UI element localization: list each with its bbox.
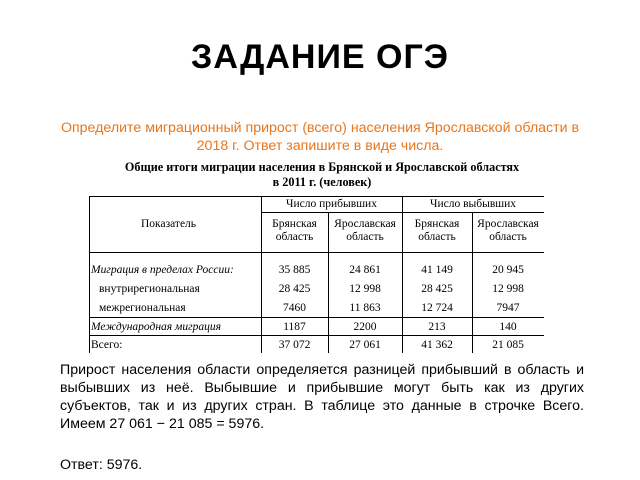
row-label-interregional: межрегиональная	[99, 302, 186, 314]
table-border-left	[89, 196, 90, 353]
final-answer: Ответ: 5976.	[60, 457, 143, 473]
subheader-yaroslavl-arrived	[328, 218, 402, 244]
subheader-yaroslavl-departed-line1: Ярославская	[477, 218, 539, 230]
table-cell: 28 425	[421, 283, 453, 295]
table-cell: 1187	[283, 321, 306, 333]
row-label-russia: Миграция в пределах России:	[91, 264, 234, 276]
table-cell: 7460	[283, 302, 306, 314]
table-cell: 7947	[496, 302, 520, 314]
table-cell: 35 885	[278, 264, 311, 276]
solution-paragraph: Прирост населения области определяется разницей прибывший в область и выбывших из неё. Выбывшие и прибывшие могут быть как из других субъектов, так и из других стран. В таблице это данные в строчке Всего. Имеем 27 061 − 21 085 = 5976.	[60, 362, 584, 432]
table-border-top	[89, 196, 544, 197]
table-cell: 213	[428, 321, 446, 333]
table-rule-row3	[89, 317, 544, 318]
table-cell: 28 425	[278, 283, 311, 295]
subheader-yaroslavl-arrived-line1: Ярославская	[334, 218, 396, 230]
row-label-intraregional: внутрирегиональная	[99, 283, 200, 295]
table-rule-row4	[89, 335, 544, 336]
table-cell: 20 945	[492, 264, 524, 276]
subheader-bryansk-departed	[402, 218, 472, 244]
subheader-bryansk-departed-line1: Брянская	[414, 218, 460, 230]
subheader-bryansk-departed-line2: область	[418, 231, 456, 243]
header-arrived: Число прибывших	[286, 198, 377, 210]
table-caption-line1: Общие итоги миграции населения в Брянской и Ярославской областях	[124, 160, 520, 174]
table-cell: 37 072	[278, 339, 311, 351]
table-cell: 41 149	[421, 264, 453, 276]
page-title: ЗАДАНИЕ ОГЭ	[191, 38, 449, 76]
row-label-total: Всего:	[91, 339, 123, 351]
table-cell: 12 724	[421, 302, 453, 314]
subheader-bryansk-arrived-line1: Брянская	[272, 218, 317, 230]
table-cell: 2200	[353, 321, 377, 333]
row-label-international: Международная миграция	[91, 321, 221, 333]
table-caption	[80, 160, 564, 190]
table-rule-header-bottom	[89, 252, 544, 253]
task-text: Определите миграционный прирост (всего) населения Ярославской области в 2018 г. Ответ запишите в виде числа.	[60, 120, 580, 154]
subheader-yaroslavl-arrived-line2: область	[346, 231, 384, 243]
table-cell: 41 362	[421, 339, 453, 351]
subheader-bryansk-arrived-line2: область	[275, 231, 314, 243]
table-cell: 140	[499, 321, 517, 333]
header-departed: Число выбывших	[429, 198, 517, 210]
table-cell: 11 863	[349, 302, 381, 314]
table-cell: 12 998	[492, 283, 524, 295]
table-cell: 21 085	[492, 339, 524, 351]
migration-table	[89, 196, 544, 353]
table-cell: 24 861	[349, 264, 381, 276]
subheader-yaroslavl-departed	[472, 218, 544, 244]
subheader-bryansk-arrived	[261, 218, 328, 244]
table-cell: 12 998	[349, 283, 381, 295]
header-indicator: Показатель	[141, 218, 197, 230]
subheader-yaroslavl-departed-line2: область	[489, 231, 527, 243]
table-cell: 27 061	[349, 339, 381, 351]
table-caption-line2: в 2011 г. (человек)	[272, 175, 372, 189]
